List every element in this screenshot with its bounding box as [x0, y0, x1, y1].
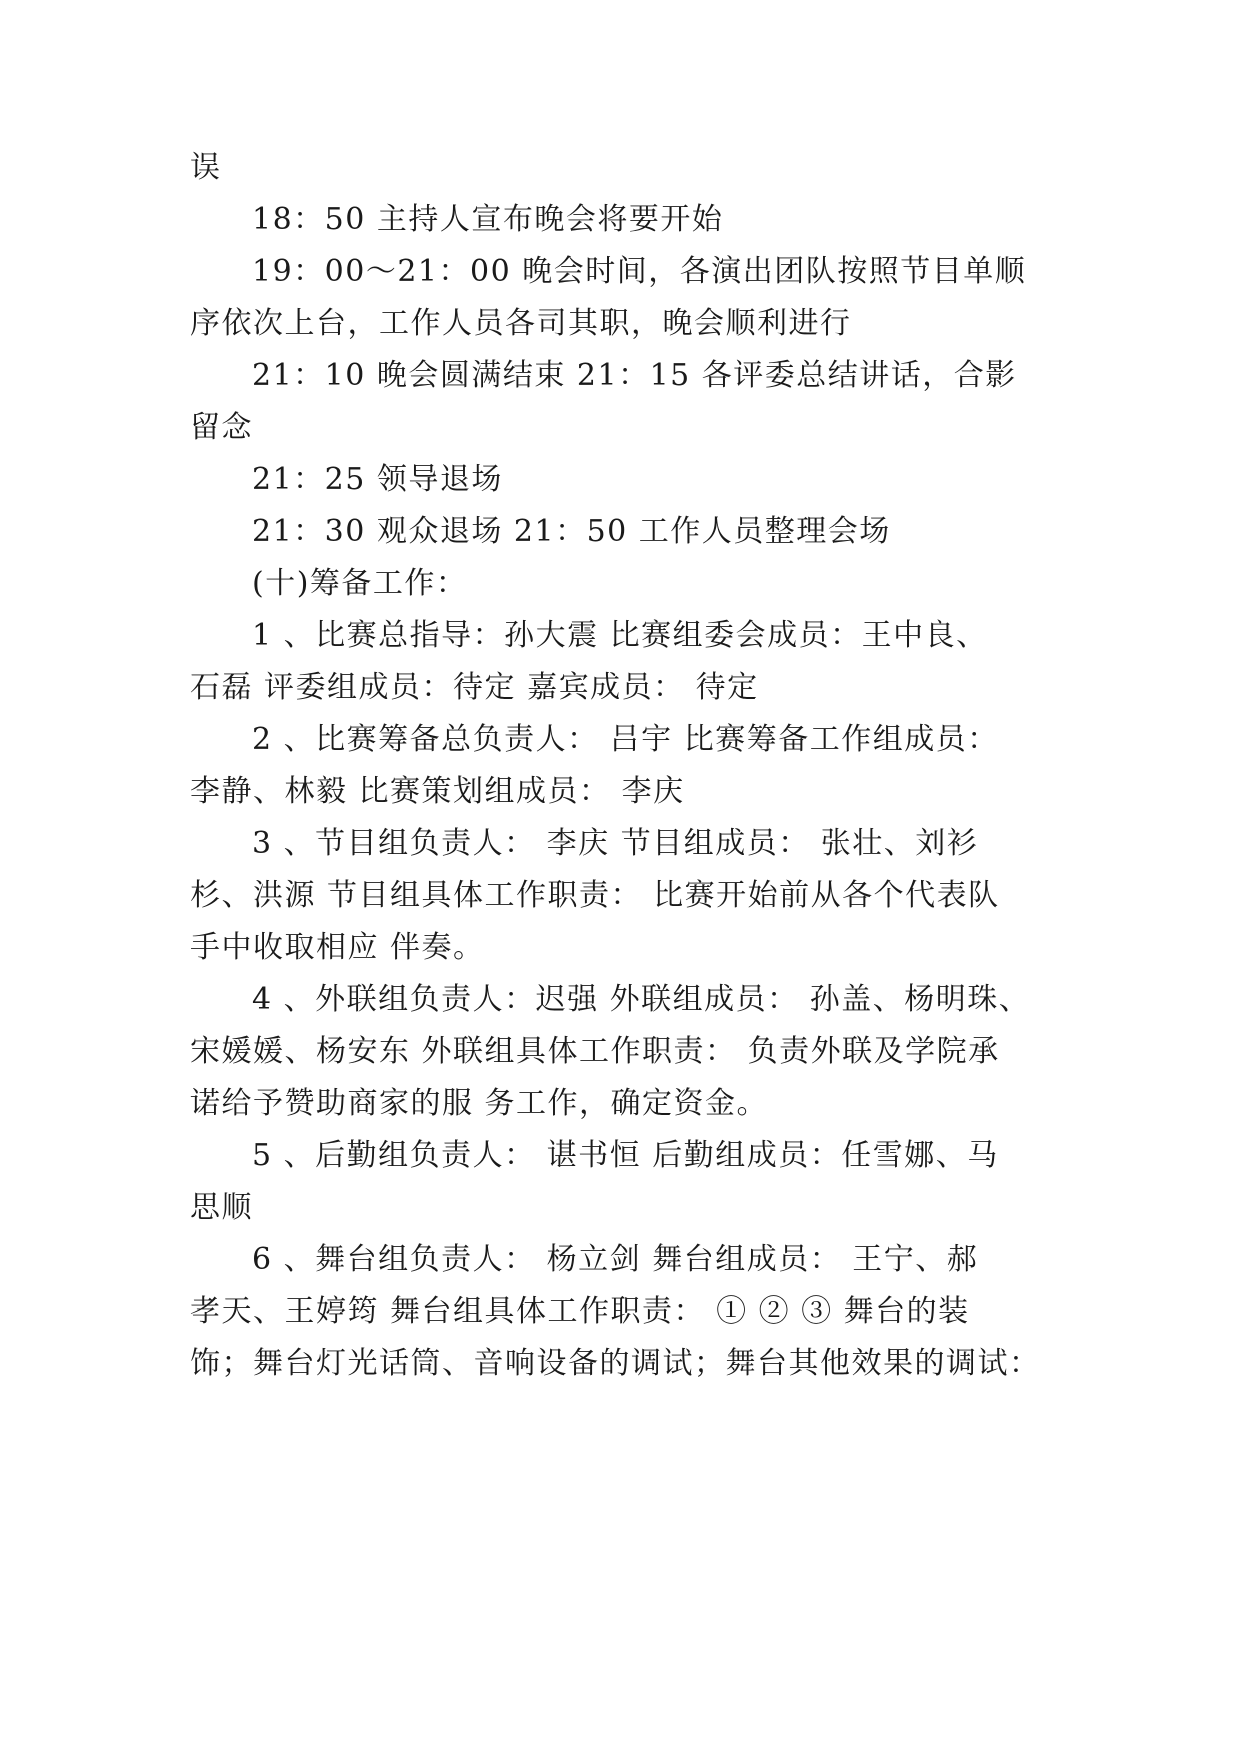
text-line: 6 、舞台组负责人： 杨立剑 舞台组成员： 王宁、郝	[252, 1242, 979, 1277]
text-line: 石磊 评委组成员：待定 嘉宾成员： 待定	[190, 670, 759, 705]
text-line: 序依次上台，工作人员各司其职，晚会顺利进行	[190, 306, 852, 341]
text-line: 杉、洪源 节目组具体工作职责： 比赛开始前从各个代表队	[190, 878, 1000, 913]
text-line: 3 、节目组负责人： 李庆 节目组成员： 张壮、刘衫	[252, 826, 979, 861]
text-line: 21：30 观众退场 21：50 工作人员整理会场	[252, 514, 891, 549]
text-line: 5 、后勤组负责人： 谌书恒 后勤组成员：任雪娜、马	[252, 1138, 999, 1173]
text-line: 饰；舞台灯光话筒、音响设备的调试；舞台其他效果的调试：	[190, 1346, 1041, 1381]
text-line: 19：00～21：00 晚会时间，各演出团队按照节目单顺	[252, 254, 1027, 289]
text-line: 误	[190, 150, 222, 185]
text-line: 18：50 主持人宣布晚会将要开始	[252, 202, 724, 237]
text-line: 诺给予赞助商家的服 务工作，确定资金。	[190, 1086, 769, 1121]
text-line: 思顺	[190, 1190, 253, 1225]
text-line: 李静、林毅 比赛策划组成员： 李庆	[190, 774, 685, 809]
text-line: 1 、比赛总指导：孙大震 比赛组委会成员：王中良、	[252, 618, 988, 653]
text-line: 留念	[190, 410, 253, 445]
text-line: 手中收取相应 伴奏。	[190, 930, 485, 965]
text-line: 4 、外联组负责人：迟强 外联组成员： 孙盖、杨明珠、	[252, 982, 1031, 1017]
text-line: 宋媛媛、杨安东 外联组具体工作职责： 负责外联及学院承	[190, 1034, 1000, 1069]
text-line: 孝天、王婷筠 舞台组具体工作职责： ① ② ③ 舞台的装	[190, 1294, 970, 1329]
section-heading: (十)筹备工作：	[252, 566, 468, 601]
text-line: 21：10 晚会圆满结束 21：15 各评委总结讲话，合影	[252, 358, 1017, 393]
text-line: 21：25 领导退场	[252, 462, 503, 497]
text-line: 2 、比赛筹备总负责人： 吕宇 比赛筹备工作组成员：	[252, 722, 999, 757]
